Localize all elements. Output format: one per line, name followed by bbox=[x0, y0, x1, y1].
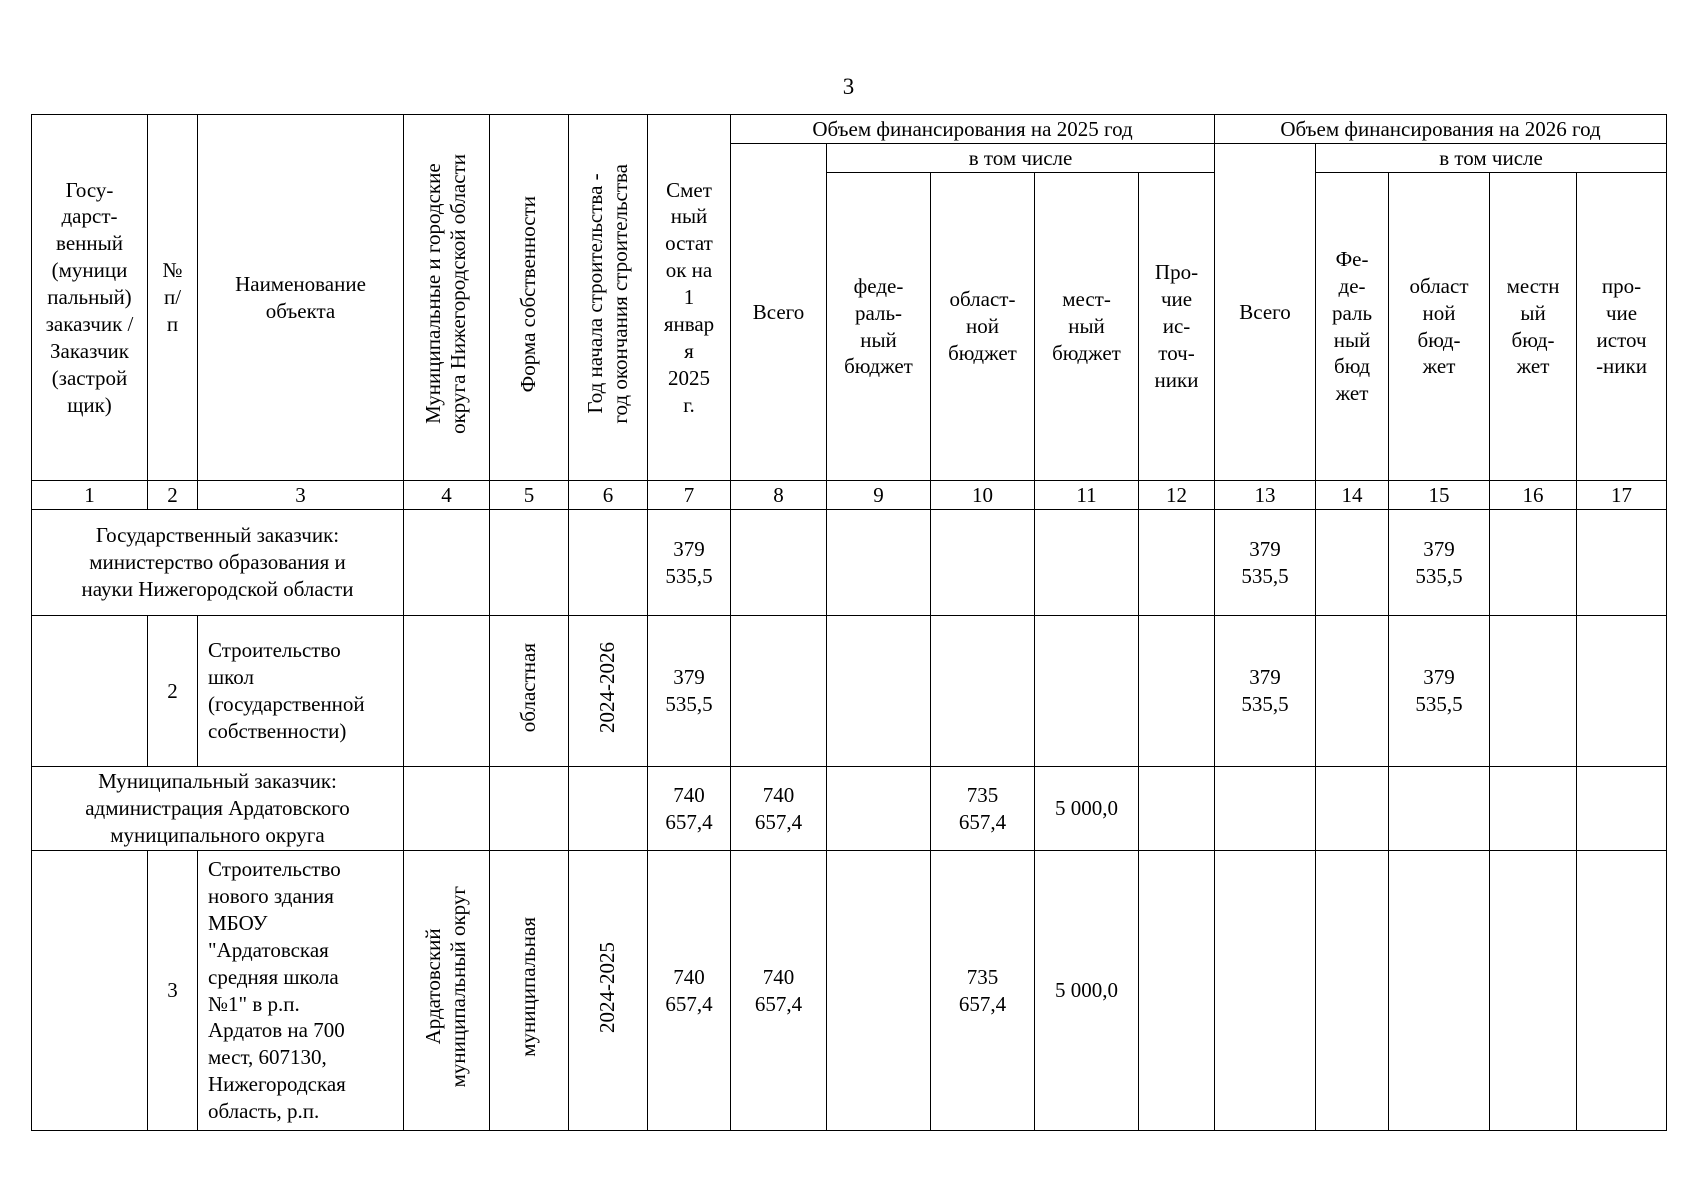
object-3-ownership-cell bbox=[490, 851, 569, 1131]
object-2-estimate: 379 535,5 bbox=[648, 616, 731, 767]
financing-table bbox=[31, 114, 1667, 1131]
empty-cell bbox=[1316, 767, 1389, 851]
header-ownership: Форма собственности bbox=[516, 195, 541, 393]
empty-cell bbox=[731, 510, 827, 616]
empty-cell bbox=[1490, 767, 1577, 851]
empty-cell bbox=[1215, 767, 1316, 851]
column-number: 13 bbox=[1215, 481, 1316, 510]
empty-cell bbox=[1577, 851, 1667, 1131]
column-number: 6 bbox=[569, 481, 648, 510]
column-number: 10 bbox=[931, 481, 1035, 510]
empty-cell bbox=[32, 851, 148, 1131]
column-number-row bbox=[32, 481, 1667, 510]
customer-municipal-regional-2025: 735 657,4 bbox=[931, 767, 1035, 851]
column-number: 1 bbox=[32, 481, 148, 510]
empty-cell bbox=[827, 851, 931, 1131]
empty-cell bbox=[1035, 616, 1139, 767]
header-customer: Госу- дарст- венный (муници пальный) заказчик / Заказчик (застрой щик) bbox=[32, 115, 148, 481]
empty-cell bbox=[1389, 851, 1490, 1131]
header-including-2026: в том числе bbox=[1316, 144, 1667, 173]
empty-cell bbox=[827, 510, 931, 616]
customer-state-estimate: 379 535,5 bbox=[648, 510, 731, 616]
customer-municipal-total-2025: 740 657,4 bbox=[731, 767, 827, 851]
header-total-2026: Всего bbox=[1215, 144, 1316, 481]
header-object-name: Наименование объекта bbox=[198, 115, 404, 481]
empty-cell bbox=[1316, 510, 1389, 616]
empty-cell bbox=[1215, 851, 1316, 1131]
column-number: 11 bbox=[1035, 481, 1139, 510]
header-number: № п/ п bbox=[148, 115, 198, 481]
empty-cell bbox=[1490, 851, 1577, 1131]
header-total-2025: Всего bbox=[731, 144, 827, 481]
column-number: 17 bbox=[1577, 481, 1667, 510]
column-number: 16 bbox=[1490, 481, 1577, 510]
customer-state-total-2026: 379 535,5 bbox=[1215, 510, 1316, 616]
object-3-district-cell bbox=[404, 851, 490, 1131]
object-3-local-2025: 5 000,0 bbox=[1035, 851, 1139, 1131]
empty-cell bbox=[1139, 616, 1215, 767]
column-number: 5 bbox=[490, 481, 569, 510]
empty-cell bbox=[1490, 510, 1577, 616]
column-number: 8 bbox=[731, 481, 827, 510]
header-estimate-balance: Смет ный остат ок на 1 январ я 2025 г. bbox=[648, 115, 731, 481]
object-2-regional-2026: 379 535,5 bbox=[1389, 616, 1490, 767]
column-number: 15 bbox=[1389, 481, 1490, 510]
empty-cell bbox=[404, 510, 490, 616]
empty-cell bbox=[404, 767, 490, 851]
object-3-ownership: муниципальная bbox=[516, 917, 541, 1057]
customer-row-municipal bbox=[32, 767, 1667, 851]
header-regional-2025: област- ной бюджет bbox=[931, 173, 1035, 481]
column-number: 2 bbox=[148, 481, 198, 510]
empty-cell bbox=[569, 510, 648, 616]
header-financing-2025: Объем финансирования на 2025 год bbox=[731, 115, 1215, 144]
header-local-2025: мест- ный бюджет bbox=[1035, 173, 1139, 481]
header-row-1 bbox=[32, 115, 1667, 144]
empty-cell bbox=[931, 616, 1035, 767]
empty-cell bbox=[827, 767, 931, 851]
column-number: 4 bbox=[404, 481, 490, 510]
object-2-number: 2 bbox=[148, 616, 198, 767]
empty-cell bbox=[931, 510, 1035, 616]
header-district-cell bbox=[404, 115, 490, 481]
empty-cell bbox=[731, 616, 827, 767]
empty-cell bbox=[569, 767, 648, 851]
empty-cell bbox=[1139, 510, 1215, 616]
object-3-estimate: 740 657,4 bbox=[648, 851, 731, 1131]
object-2-ownership-cell bbox=[490, 616, 569, 767]
customer-row-state bbox=[32, 510, 1667, 616]
empty-cell bbox=[1577, 616, 1667, 767]
header-federal-2025: феде- раль- ный бюджет bbox=[827, 173, 931, 481]
header-including-2025: в том числе bbox=[827, 144, 1215, 173]
customer-state-name: Государственный заказчик: министерство образования и науки Нижегородской области bbox=[32, 510, 404, 616]
object-2-years: 2024-2026 bbox=[595, 642, 620, 734]
header-other-2025: Про- чие ис- точ- ники bbox=[1139, 173, 1215, 481]
object-row-2 bbox=[32, 616, 1667, 767]
empty-cell bbox=[827, 616, 931, 767]
empty-cell bbox=[1316, 616, 1389, 767]
object-3-name: Строительство нового здания МБОУ "Ардатовская средняя школа №1" в р.п. Ардатов на 700 мест, 607130, Нижегородская область, р.п. bbox=[198, 851, 404, 1131]
header-regional-2026: област ной бюд- жет bbox=[1389, 173, 1490, 481]
empty-cell bbox=[1389, 767, 1490, 851]
object-3-regional-2025: 735 657,4 bbox=[931, 851, 1035, 1131]
customer-municipal-local-2025: 5 000,0 bbox=[1035, 767, 1139, 851]
customer-municipal-name: Муниципальный заказчик: администрация Ардатовского муниципального округа bbox=[32, 767, 404, 851]
object-2-years-cell bbox=[569, 616, 648, 767]
header-district: Муниципальные и городские округа Нижегородской области bbox=[421, 154, 471, 434]
header-years: Год начала строительства - год окончания строительства bbox=[582, 164, 632, 424]
empty-cell bbox=[1139, 767, 1215, 851]
customer-state-regional-2026: 379 535,5 bbox=[1389, 510, 1490, 616]
empty-cell bbox=[32, 616, 148, 767]
object-3-years-cell bbox=[569, 851, 648, 1131]
object-row-3 bbox=[32, 851, 1667, 1131]
object-3-years: 2024-2025 bbox=[595, 941, 620, 1033]
customer-municipal-estimate: 740 657,4 bbox=[648, 767, 731, 851]
header-other-2026: про- чие источ -ники bbox=[1577, 173, 1667, 481]
object-2-ownership: областная bbox=[516, 642, 541, 733]
header-years-cell bbox=[569, 115, 648, 481]
header-financing-2026: Объем финансирования на 2026 год bbox=[1215, 115, 1667, 144]
column-number: 12 bbox=[1139, 481, 1215, 510]
header-local-2026: местн ый бюд- жет bbox=[1490, 173, 1577, 481]
empty-cell bbox=[1316, 851, 1389, 1131]
object-3-number: 3 bbox=[148, 851, 198, 1131]
column-number: 7 bbox=[648, 481, 731, 510]
object-2-total-2026: 379 535,5 bbox=[1215, 616, 1316, 767]
empty-cell bbox=[490, 510, 569, 616]
empty-cell bbox=[1577, 510, 1667, 616]
column-number: 3 bbox=[198, 481, 404, 510]
column-number: 14 bbox=[1316, 481, 1389, 510]
column-number: 9 bbox=[827, 481, 931, 510]
empty-cell bbox=[1577, 767, 1667, 851]
empty-cell bbox=[1139, 851, 1215, 1131]
empty-cell bbox=[490, 767, 569, 851]
header-federal-2026: Фе- де- раль ный бюд жет bbox=[1316, 173, 1389, 481]
empty-cell bbox=[1490, 616, 1577, 767]
header-ownership-cell bbox=[490, 115, 569, 481]
object-3-total-2025: 740 657,4 bbox=[731, 851, 827, 1131]
object-2-name: Строительство школ (государственной собственности) bbox=[198, 616, 404, 767]
page-number: 3 bbox=[842, 74, 855, 99]
empty-cell bbox=[1035, 510, 1139, 616]
empty-cell bbox=[404, 616, 490, 767]
object-3-district: Ардатовский муниципальный округ bbox=[421, 886, 471, 1088]
